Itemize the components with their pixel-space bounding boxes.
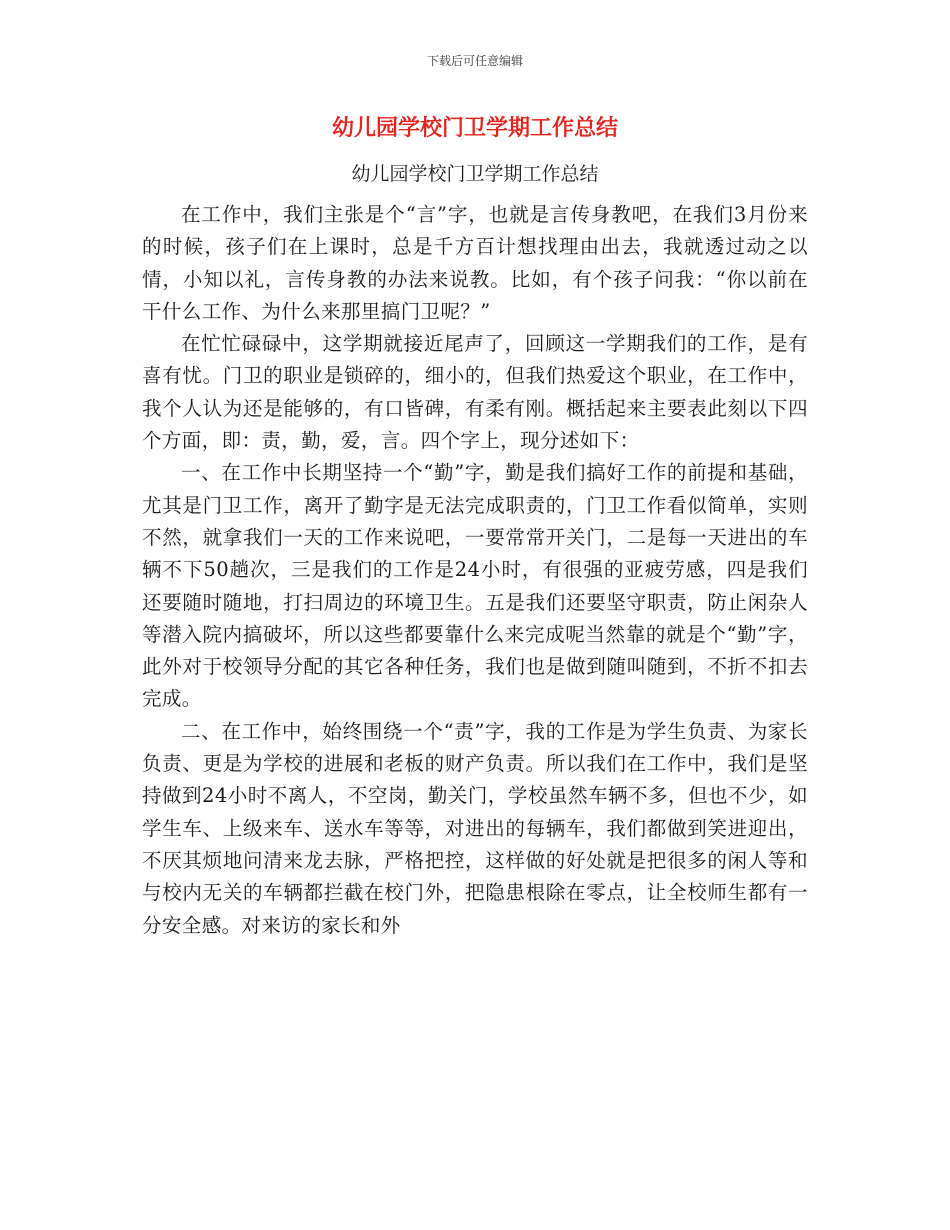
paragraph-intro: 在工作中，我们主张是个“言”字，也就是言传身教吧，在我们3月份来的时候，孩子们在上课时，总是千方百计想找理由出去，我就透过动之以情，小知以礼，言传身教的办法来说教。比如，有个孩子问我：“你以前在干什么工作、为什么来那里搞门卫呢？”: [142, 203, 808, 323]
page-header-note: 下载后可任意编辑: [426, 54, 523, 68]
document-subtitle: 幼儿园学校门卫学期工作总结: [351, 163, 599, 185]
paragraph-responsibility: 二、在工作中，始终围绕一个“责”字，我的工作是为学生负责、为家长负责、更是为学校的进展和老板的财产负责。所以我们在工作中，我们是坚持做到24小时不离人，不空岗，勤关门，学校虽然车辆不多，但也不少，如学生车、上级来车、送水车等等，对进出的每辆车，我们都做到笑进迎出，不厌其烦地问清来龙去脉，严格把控，这样做的好处就是把很多的闲人等和与校内无关的车辆都拦截在校门外，把隐患根除在零点，让全校师生都有一分安全感。对来访的家长和外: [142, 719, 808, 937]
document-title: 幼儿园学校门卫学期工作总结: [331, 115, 618, 141]
paragraph-overview: 在忙忙碌碌中，这学期就接近尾声了，回顾这一学期我们的工作，是有喜有忧。门卫的职业是锁碎的，细小的，但我们热爱这个职业，在工作中，我个人认为还是能够的，有口皆碑，有柔有刚。概括起来主要表此刻以下四个方面，即：责，勤，爱，言。四个字上，现分述如下：: [142, 332, 808, 453]
paragraph-diligence: 一、在工作中长期坚持一个“勤”字，勤是我们搞好工作的前提和基础，尤其是门卫工作，离开了勤字是无法完成职责的，门卫工作看似简单，实则不然，就拿我们一天的工作来说吧，一要常常开关门，二是每一天进出的车辆不下50趟次，三是我们的工作是24小时，有很强的亚疲劳感，四是我们还要随时随地，打扫周边的环境卫生。五是我们还要坚守职责，防止闲杂人等潜入院内搞破坏，所以这些都要靠什么来完成呢当然靠的就是个“勤”字，此外对于校领导分配的其它各种任务，我们也是做到随叫随到，不折不扣去完成。: [142, 461, 808, 711]
document-body: [142, 199, 808, 942]
